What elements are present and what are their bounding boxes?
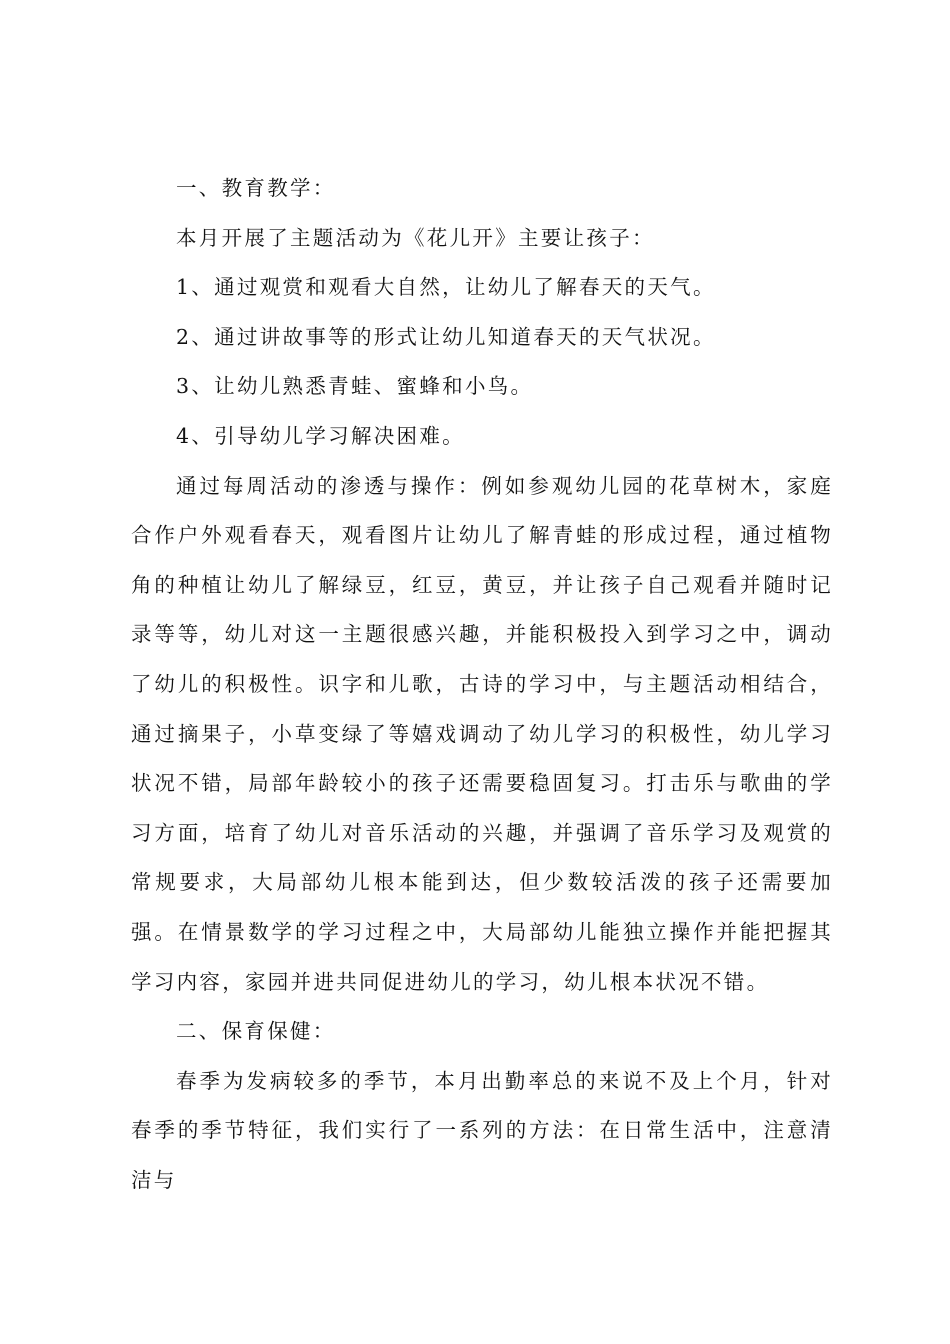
section-heading-health: 二、保育保健：	[176, 1019, 336, 1044]
document-body	[131, 164, 833, 1205]
list-item-1: 1、通过观赏和观看大自然，让幼儿了解春天的天气。	[176, 275, 716, 300]
paragraph-spring-health: 春季为发病较多的季节，本月出勤率总的来说不及上个月，针对春季的季节特征，我们实行了一系列的方法：在日常生活中，注意清洁与	[131, 1068, 833, 1192]
section-heading-education: 一、教育教学：	[176, 176, 336, 200]
list-item-2: 2、通过讲故事等的形式让幼儿知道春天的天气状况。	[176, 324, 716, 349]
paragraph-theme-intro: 本月开展了主题活动为《花儿开》主要让孩子：	[176, 225, 655, 250]
list-item-3: 3、让幼儿熟悉青蛙、蜜蜂和小鸟。	[176, 374, 534, 399]
list-item-4: 4、引导幼儿学习解决困难。	[176, 423, 465, 448]
paragraph-activities: 通过每周活动的渗透与操作：例如参观幼儿园的花草树木，家庭合作户外观看春天，观看图片让幼儿了解青蛙的形成过程，通过植物角的种植让幼儿了解绿豆，红豆，黄豆，并让孩子自己观看并随时记录等等，幼儿对这一主题很感兴趣，并能积极投入到学习之中，调动了幼儿的积极性。识字和儿歌，古诗的学习中，与主题活动相结合，通过摘果子，小草变绿了等嬉戏调动了幼儿学习的积极性，幼儿学习状况不错，局部年龄较小的孩子还需要稳固复习。打击乐与歌曲的学习方面，培育了幼儿对音乐活动的兴趣，并强调了音乐学习及观赏的常规要求，大局部幼儿根本能到达，但少数较活泼的孩子还需要加强。在情景数学的学习过程之中，大局部幼儿能独立操作并能把握其学习内容，家园并进共同促进幼儿的学习，幼儿根本状况不错。	[131, 473, 833, 994]
